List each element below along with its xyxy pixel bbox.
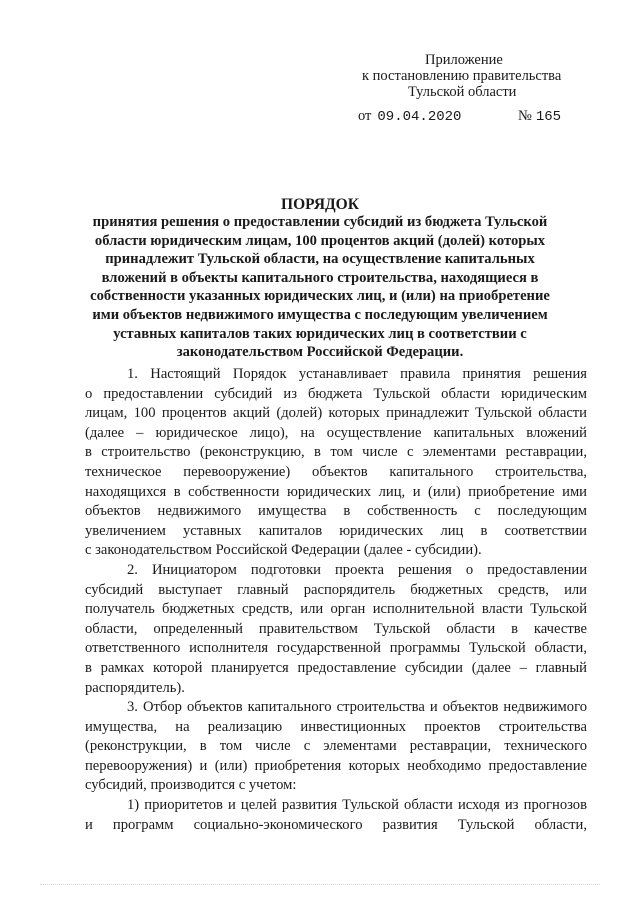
subtitle-line: вложений в объекты капитального строительства, находящиеся в (101, 269, 539, 286)
decree-number (518, 108, 561, 125)
text-line: 1) приоритетов и целей развития Тульской области исходя из прогнозов (127, 797, 587, 814)
text-line: получатель бюджетных средств, или орган исполнительной власти Тульской (85, 601, 587, 618)
document-title: ПОРЯДОК (281, 196, 359, 213)
region-name: Тульской области (408, 84, 517, 100)
text-line: лицам, 100 процентов акций (долей) которых принадлежит Тульской области (85, 405, 587, 422)
subtitle-line: принятия решения о предоставлении субсидий из бюджета Тульской (92, 214, 548, 230)
text-line: ответственного исполнителя государственной программы Тульской области, (85, 640, 587, 657)
paragraph-3-item-1 (85, 796, 587, 835)
paragraph-2 (85, 561, 587, 698)
text-line: (далее – юридическое лицо), на осуществление капитальных вложений (85, 424, 587, 441)
subtitle-line: ими объектов недвижимого имущества с последующим увеличением (92, 306, 548, 323)
number-prefix: № (518, 108, 532, 124)
text-line: увеличением уставных капиталов юридических лиц в соответствии (85, 522, 587, 539)
text-line: о предоставлении субсидий из бюджета Тульской области юридическим (85, 385, 587, 402)
subtitle-line: уставных капиталов таких юридических лиц в соответствии с (113, 325, 527, 342)
date-prefix: от (358, 108, 372, 124)
subtitle-line: собственности указанных юридических лиц, и (или) на приобретение (90, 288, 550, 305)
text-line: в строительство (реконструкцию, в том числе с элементами реставрации, (85, 444, 587, 461)
text-line: распорядитель). (85, 679, 185, 696)
text-line: объектов недвижимого имущества в собственность с последующим (85, 503, 587, 520)
text-line: (реконструкции, в том числе с элементами реставрации, технического (85, 738, 587, 755)
text-line: 2. Инициатором подготовки проекта решения о предоставлении (127, 561, 587, 578)
page-edge-artifact (40, 884, 600, 891)
text-line: имущества, на реализацию инвестиционных проектов строительства (85, 718, 587, 735)
decree-date (358, 108, 461, 125)
document-subtitle (80, 213, 560, 362)
text-line: 1. Настоящий Порядок устанавливает правила принятия решения (127, 366, 587, 382)
subtitle-line: принадлежит Тульской области, на осуществление капитальных (105, 251, 535, 268)
annex-label: Приложение (425, 52, 503, 68)
text-line: области, определенный правительством Тульской области в качестве (85, 620, 587, 637)
date-value: 09.04.2020 (377, 109, 462, 125)
text-line: субсидий выступает главный распорядитель бюджетных средств, или (85, 581, 587, 598)
document-body (85, 365, 587, 835)
text-line: с законодательством Российской Федерации (далее - субсидии). (85, 542, 482, 559)
text-line: техническое перевооружение) объектов капитального строительства, (85, 463, 587, 480)
text-line: находящихся в собственности юридических лиц, и (или) приобретение ими (85, 483, 587, 500)
text-line: и программ социально-экономического развития Тульской области, (85, 816, 587, 833)
text-line: в рамках которой планируется предоставление субсидии (далее – главный (85, 659, 587, 676)
number-value: 165 (535, 109, 562, 125)
paragraph-3 (85, 698, 587, 796)
paragraph-1 (85, 365, 587, 561)
text-line: перевооружения) и (или) приобретения которых необходимо предоставление (85, 757, 587, 774)
subtitle-line: законодательством Российской Федерации. (176, 344, 464, 361)
decree-reference: к постановлению правительства (362, 68, 562, 84)
subtitle-line: области юридическим лицам, 100 процентов акций (долей) которых (94, 232, 546, 249)
text-line: субсидий, производится с учетом: (85, 777, 297, 794)
text-line: 3. Отбор объектов капитального строительства и объектов недвижимого (127, 699, 587, 716)
